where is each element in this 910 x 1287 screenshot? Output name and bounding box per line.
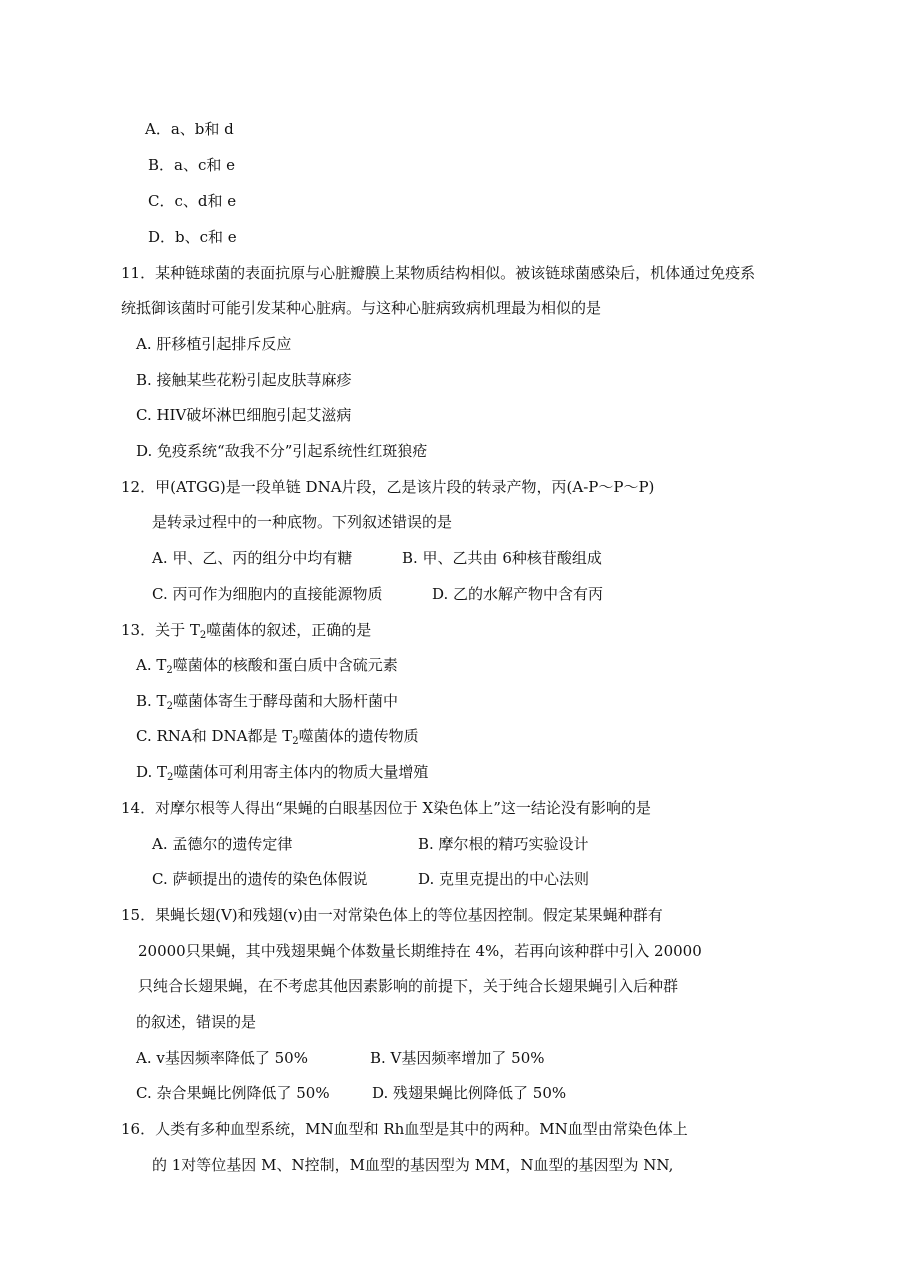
q10-option-b: B．a、c和 e: [148, 156, 236, 174]
q15-stem-line-4: 的叙述，错误的是: [136, 1013, 257, 1031]
q13-stem: 13．关于 $T_2$噬菌体的叙述，正确的是: [121, 621, 372, 641]
q13-option-d: D. $T_2$噬菌体可利用寄主体内的物质大量增殖: [136, 763, 429, 783]
q13-option-c: C. RNA和 DNA都是 $T_2$噬菌体的遗传物质: [136, 727, 419, 747]
q11-option-a: A. 肝移植引起排斥反应: [136, 335, 292, 353]
q14-option-a: A. 孟德尔的遗传定律: [152, 835, 293, 853]
q15-stem-line-2: 20000只果蝇，其中残翅果蝇个体数量长期维持在 4%，若再向该种群中引入 20000: [138, 942, 702, 960]
q13-option-b: B. $T_2$噬菌体寄生于酵母菌和大肠杆菌中: [136, 692, 398, 712]
q11-option-c: C. HIV破坏淋巴细胞引起艾滋病: [136, 406, 352, 424]
q11-stem-line-2: 统抵御该菌时可能引发某种心脏病。与这种心脏病致病机理最为相似的是: [121, 299, 602, 317]
q12-option-c: C. 丙可作为细胞内的直接能源物质: [152, 585, 383, 603]
q11-option-d: D. 免疫系统“敌我不分”引起系统性红斑狼疮: [136, 442, 428, 460]
q15-option-c: C. 杂合果蝇比例降低了 50%: [136, 1084, 330, 1102]
q12-option-b: B. 甲、乙共由 6种核苷酸组成: [402, 549, 602, 567]
q14-option-b: B. 摩尔根的精巧实验设计: [418, 835, 589, 853]
q11-stem-line-1: 11．某种链球菌的表面抗原与心脏瓣膜上某物质结构相似。被该链球菌感染后，机体通过免疫系: [121, 264, 756, 282]
q10-option-d: D．b、c和 e: [148, 228, 237, 246]
q12-stem-line-2: 是转录过程中的一种底物。下列叙述错误的是: [152, 513, 453, 531]
q14-option-c: C. 萨顿提出的遗传的染色体假说: [152, 870, 368, 888]
q15-option-a: A. v基因频率降低了 50%: [136, 1049, 308, 1067]
q11-option-b: B. 接触某些花粉引起皮肤荨麻疹: [136, 371, 352, 389]
q15-option-d: D. 残翅果蝇比例降低了 50%: [372, 1084, 567, 1102]
q16-stem-line-1: 16．人类有多种血型系统，MN血型和 Rh血型是其中的两种。MN血型由常染色体上: [121, 1120, 688, 1138]
q12-option-a: A. 甲、乙、丙的组分中均有糖: [152, 549, 353, 567]
q15-stem-line-3: 只纯合长翅果蝇，在不考虑其他因素影响的前提下，关于纯合长翅果蝇引入后种群: [138, 977, 679, 995]
q14-option-d: D. 克里克提出的中心法则: [418, 870, 590, 888]
q16-stem-line-2: 的 1对等位基因 M、N控制，M血型的基因型为 MM，N血型的基因型为 NN,: [152, 1156, 674, 1174]
q13-option-a: A. $T_2$噬菌体的核酸和蛋白质中含硫元素: [136, 656, 398, 676]
q14-stem: 14．对摩尔根等人得出“果蝇的白眼基因位于 X染色体上”这一结论没有影响的是: [121, 799, 651, 817]
q15-stem-line-1: 15．果蝇长翅(V)和残翅(v)由一对常染色体上的等位基因控制。假定某果蝇种群有: [121, 906, 663, 924]
q12-option-d: D. 乙的水解产物中含有丙: [432, 585, 604, 603]
q10-option-c: C．c、d和 e: [148, 192, 237, 210]
q12-stem-line-1: 12．甲(ATGG)是一段单链 DNA片段，乙是该片段的转录产物，丙(A-P～P～P): [121, 478, 655, 496]
q10-option-a: A．a、b和 d: [145, 120, 234, 138]
q15-option-b: B. V基因频率增加了 50%: [370, 1049, 545, 1067]
